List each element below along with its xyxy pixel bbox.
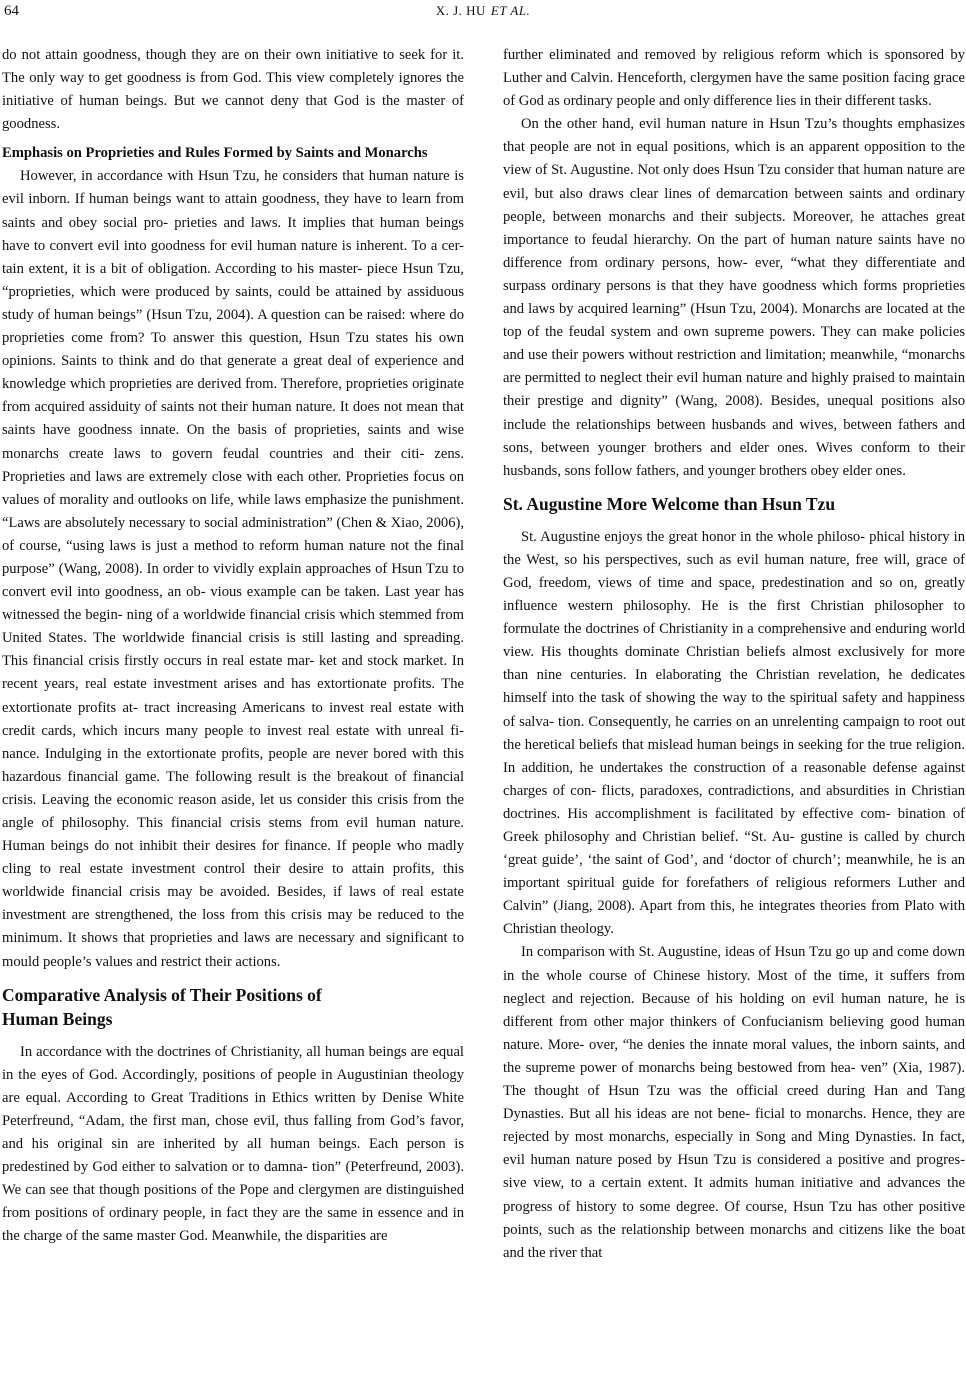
subheading-proprieties: Emphasis on Proprieties and Rules Formed by Saints and Monarchs [2, 145, 428, 162]
section-heading-augustine: St. Augustine More Welcome than Hsun Tzu [503, 493, 836, 514]
page-number: 64 [4, 3, 19, 19]
paragraph: However, in accordance with Hsun Tzu, he considers that human nature is evil inborn. If human beings want to attain goodness, they have to learn from saints and obey social pro- prieties and laws. It implies that human beings have to convert evil into goodness for evil human nature is inherent. To a cer- tain extent, it is a bit of obligation. According to his master- piece Hsun Tzu, “proprieties, which were produced by saints, could be attained by assiduous study of human beings” (Hsun Tzu, 2004). A question can be raised: where do proprieties come from? To answer this question, Hsun Tzu states his own opinions. Saints to think and do that generate a great deal of experience and knowledge which proprieties are derived from. Therefore, proprieties originate from acquired assiduity of saints not their human nature. It does not mean that saints have goodness innate. On the basis of proprieties, saints and wise monarchs create laws to govern feudal countries and their citi- zens. Proprieties and laws are extremely close with each other. Proprieties focus on values of morality and outlooks on life, while laws emphasize the punishment. “Laws are absolutely necessary to social administration” (Chen & Xiao, 2006), of course, “using laws is just a method to reform human nature not the final purpose” (Wang, 2008). In order to vividly explain approaches of Hsun Tzu to convert evil into goodness, an ob- vious example can be taken. Last year has witnessed the begin- ning of a worldwide financial crisis which stemmed from United States. The worldwide financial crisis is still lasting and spreading. This financial crisis firstly occurs in real estate mar- ket and stock market. In recent years, real estate investment arises and has extortionate profits. The extortionate profits at- tract increasing Americans to invest real estate with credit cards, which incurs many people to invest real estate with unreal fi- nance. Indulging in the extortionate profits, people are never bored with this hazardous financial game. The following result is the breakout of financial crisis. Leaving the economic reason aside, let us consider this crisis from the angle of philosophy. This financial crisis stems from evil human nature. Human beings do not inhibit their desires for finance. If people who madly cling to real estate investment control their desire to attain profits, this worldwide financial crisis may be avoided. Besides, if laws of real estate investment are strengthened, the loss from this crisis may be reduced to the minimum. It shows that proprieties and laws are necessary and significant to mould people’s values and restrict their actions. [2, 168, 464, 970]
paragraph: On the other hand, evil human nature in Hsun Tzu’s thoughts emphasizes that people are not in equal positions, which is an apparent opposition to the view of St. Augustine. Not only does Hsun Tzu consider that human nature are evil, but also draws clear lines of demarcation between saints and ordinary people, between monarchs and their subjects. Moreover, he attaches great importance to feudal hierarchy. On the part of human nature saints have no difference from ordinary persons, how- ever, “what they differentiate and surpass ordinary persons is that they have goodness which forms proprieties and laws by acquired learning” (Hsun Tzu, 2004). Monarchs are located at the top of the feudal system and own supreme powers. They can make policies and use their powers without restriction and limitation; meanwhile, “monarchs are permitted to neglect their evil human nature and highly praised to maintain their prestige and dignity” (Wang, 2008). Besides, unequal positions also include the relationships between husbands and wives, between fathers and sons, between younger brothers and elder ones. Wives conform to their husbands, sons follow fathers, and younger brothers obey elder ones. [503, 116, 965, 479]
running-head-etal: ET AL. [490, 3, 531, 18]
section-heading-line: Comparative Analysis of Their Positions of [2, 984, 322, 1005]
paragraph: further eliminated and removed by religious reform which is sponsored by Luther and Calvin. Henceforth, clergymen have the same position facing grace of God as ordinary people and only difference lies in their different tasks. [503, 47, 965, 110]
paragraph: In accordance with the doctrines of Christianity, all human beings are equal in the eyes of God. Accordingly, positions of people in Augustinian theology are equal. According to Great Traditions in Ethics written by Denise White Peterfreund, “Adam, the first man, chose evil, thus falling from God’s favor, and his original sin are inherited by all human beings. Each person is predestined by God either to salvation or to damna- tion” (Peterfreund, 2003). We can see that though positions of the Pope and clergymen are distinguished from positions of ordinary people, in fact they are the same in essence and in the charge of the same master God. Meanwhile, the disparities are [2, 1043, 464, 1245]
running-head [0, 3, 966, 19]
running-head-authors: X. J. HU [435, 3, 486, 18]
paragraph: In comparison with St. Augustine, ideas of Hsun Tzu go up and come down in the whole course of Chinese history. Most of the time, it suffers from neglect and rejection. Because of his holding on evil human nature, he is different from other major thinkers of Confucianism believing good human nature. More- over, “he denies the innate moral values, the inborn saints, and the supreme power of monarchs being bestowed from hea- ven” (Xia, 1987). The thought of Hsun Tzu was the official creed during Han and Tang Dynasties. But all his ideas are not bene- ficial to monarchs. Hence, they are rejected by most monarchs, especially in Song and Ming Dynasties. In fact, evil human nature posed by Hsun Tzu is considered a positive and progres- sive view, to a certain extent. It admits human initiative and advances the progress of history to some degree. Of course, Hsun Tzu has other positive points, such as the relationship between monarchs and citizens like the boat and the river that [503, 944, 965, 1261]
paragraph: do not attain goodness, though they are on their own initiative to seek for it. The only way to get goodness is from God. This view completely ignores the initiative of human beings. But we cannot deny that God is the master of goodness. [2, 47, 464, 133]
page-header [0, 0, 966, 34]
section-heading-line: Human Beings [2, 1008, 113, 1029]
left-column [2, 44, 464, 1249]
right-column [503, 44, 965, 1265]
paragraph: St. Augustine enjoys the great honor in the whole philoso- phical history in the West, so his perspectives, such as evil human nature, free will, grace of God, freedom, views of time and space, predestination and so on, greatly influence western philosophy. He is the first Christian philosopher to formulate the doctrines of Christianity in a comprehensive and enduring world view. His thoughts dominate Christian beliefs almost exclusively for more than nine centuries. In elaborating the Christian revelation, he dedicates himself into the task of showing the way to the spiritual safety and happiness of salva- tion. Consequently, he carries on an unrelenting campaign to root out the heretical beliefs that mislead human beings in seeking for the true religion. In addition, he undertakes the construction of a reasonable defense against charges of con- flicts, paradoxes, contradictions, and absurdities in Christian doctrines. His accomplishment is facilitated by effective com- bination of Greek philosophy and Christian belief. “St. Au- gustine is called by church ‘great guide’, ‘the saint of God’, and ‘doctor of church’; meanwhile, he is an important spiritual guide for forefathers of religious reformers Luther and Calvin” (Jiang, 2008). Apart from this, he integrates theories from Plato with Christian theology. [503, 528, 965, 938]
section-heading-comparative [2, 983, 464, 1031]
